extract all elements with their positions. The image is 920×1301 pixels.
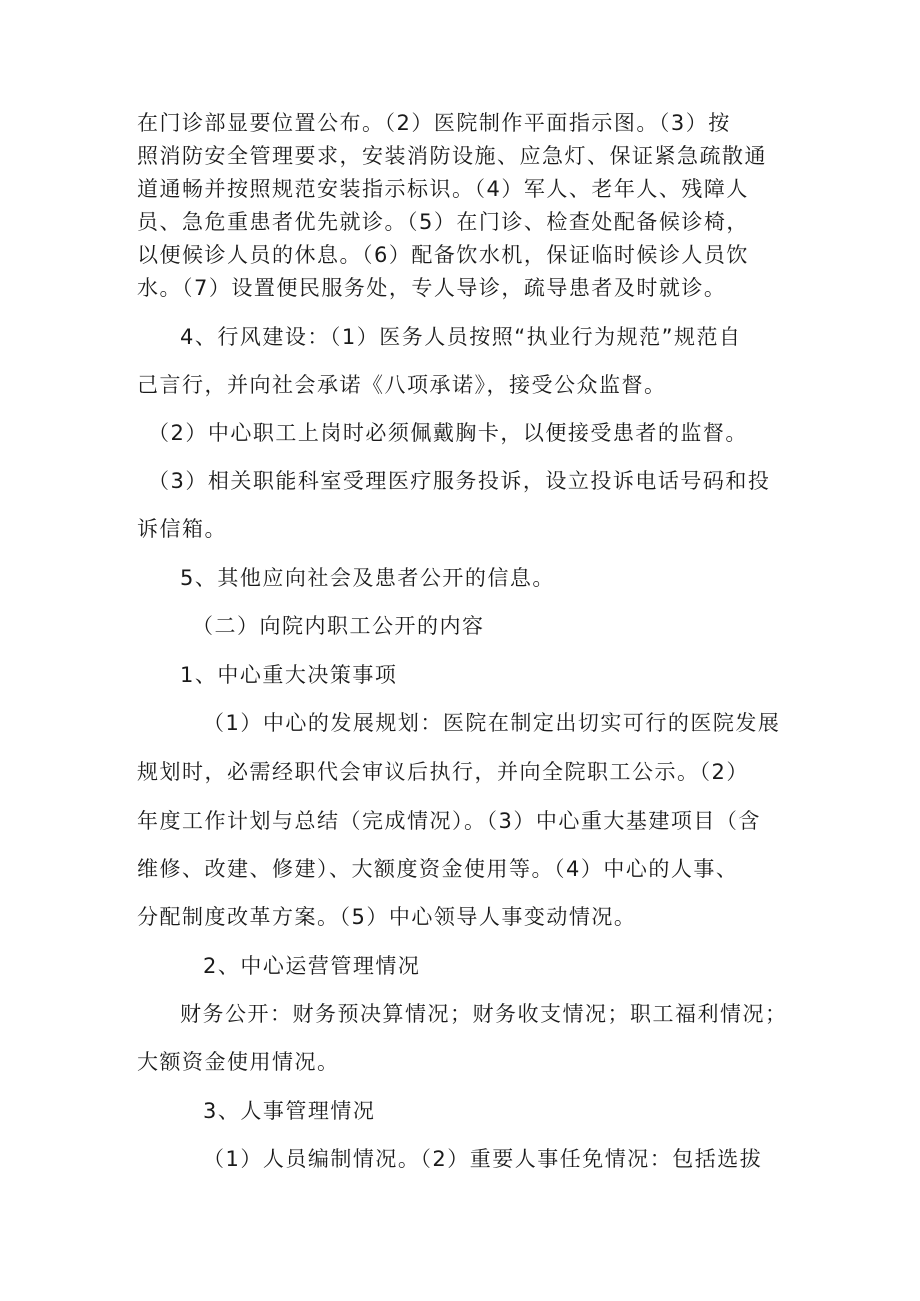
text-line: 以便候诊人员的休息。（6）配备饮水机，保证临时候诊人员饮 [137, 243, 749, 267]
text-line: 大额资金使用情况。 [137, 1050, 340, 1074]
text-line: 在门诊部显要位置公布。（2）医院制作平面指示图。（3）按 [137, 111, 731, 135]
text-line: （2）中心职工上岗时必须佩戴胸卡，以便接受患者的监督。 [148, 421, 748, 445]
text-line: 己言行，并向社会承诺《八项承诺》，接受公众监督。 [137, 373, 667, 397]
section-heading: （二）向院内职工公开的内容 [192, 614, 485, 638]
subsection-heading: 3、人事管理情况 [203, 1099, 376, 1123]
text-line: 诉信箱。 [137, 517, 227, 541]
subsection-heading: 2、中心运营管理情况 [203, 954, 421, 978]
text-line: 照消防安全管理要求，安装消防设施、应急灯、保证紧急疏散通 [137, 144, 767, 168]
text-line: 年度工作计划与总结（完成情况）。（3）中心重大基建项目（含 [137, 809, 761, 833]
text-line: 维修、改建、修建）、大额度资金使用等。（4）中心的人事、 [137, 857, 739, 881]
text-line: 道通畅并按照规范安装指示标识。（4）军人、老年人、残障人 [137, 177, 749, 201]
text-line: （3）相关职能科室受理医疗服务投诉，设立投诉电话号码和投 [148, 469, 771, 493]
text-line: 水。（7）设置便民服务处，专人导诊，疏导患者及时就诊。 [137, 276, 727, 300]
text-line: 规划时，必需经职代会审议后执行，并向全院职工公示。（2） [137, 760, 749, 784]
text-line: （1）人员编制情况。（2）重要人事任免情况：包括选拔 [203, 1147, 763, 1171]
text-line: 财务公开：财务预决算情况；财务收支情况；职工福利情况； [180, 1002, 788, 1026]
text-line: 4、行风建设：（1）医务人员按照“执业行为规范”规范自 [180, 325, 742, 349]
text-line: 员、急危重患者优先就诊。（5）在门诊、检查处配备候诊椅， [137, 210, 749, 234]
text-line: （1）中心的发展规划：医院在制定出切实可行的医院发展 [203, 711, 781, 735]
text-line: 5、其他应向社会及患者公开的信息。 [180, 566, 555, 590]
subsection-heading: 1、中心重大决策事项 [180, 663, 398, 687]
text-line: 分配制度改革方案。（5）中心领导人事变动情况。 [137, 905, 637, 929]
